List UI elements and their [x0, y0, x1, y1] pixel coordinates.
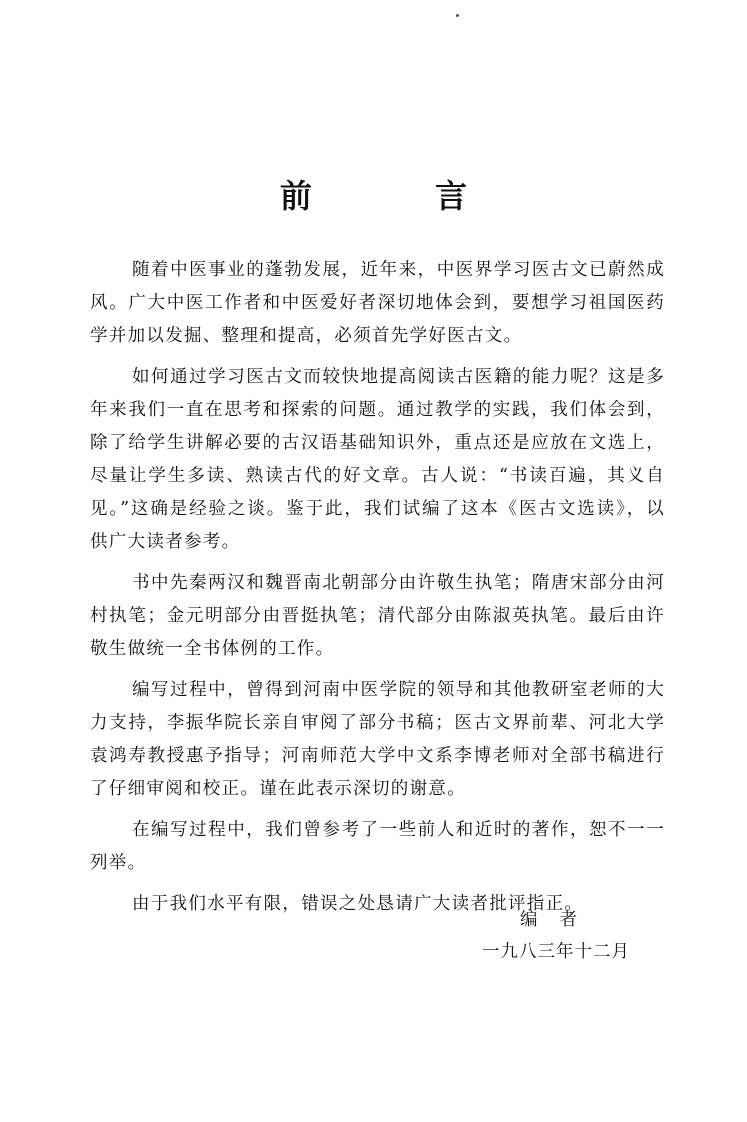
paragraph-3: 书中先秦两汉和魏晋南北朝部分由许敬生执笔；隋唐宋部分由河村执笔；金元明部分由晋挺执笔；清代部分由陈淑英执笔。最后由许敬生做统一全书体例的工作。	[90, 573, 665, 659]
signature-date: 一九八三年十二月	[482, 942, 630, 962]
page-title: 前 言	[279, 177, 524, 215]
paragraph-2: 如何通过学习医古文而较快地提高阅读古医籍的能力呢？这是多年来我们一直在思考和探索的问题。通过教学的实践，我们体会到，除了给学生讲解必要的古汉语基础知识外，重点还是应放在文选上，尽量让学生多读、熟读古代的好文章。古人说：“书读百遍，其义自见。”这确是经验之谈。鉴于此，我们试编了这本《医古文选读》，以供广大读者参考。	[90, 367, 665, 552]
paragraph-1: 随着中医事业的蓬勃发展，近年来，中医界学习医古文已蔚然成风。广大中医工作者和中医爱好者深切地体会到，要想学习祖国医药学并加以发掘、整理和提高，必须首先学好医古文。	[90, 260, 665, 346]
paragraph-4: 编写过程中，曾得到河南中医学院的领导和其他教研室老师的大力支持，李振华院长亲自审阅了部分书稿；医古文界前辈、河北大学袁鸿寿教授惠予指导；河南师范大学中文系李博老师对全部书稿进行了仔细审阅和校正。谨在此表示深切的谢意。	[90, 680, 665, 799]
signature-author: 编者	[520, 910, 599, 930]
paragraph-5: 在编写过程中，我们曾参考了一些前人和近时的著作，恕不一一列举。	[90, 820, 665, 873]
signature-block	[440, 904, 650, 968]
preface-body	[90, 254, 665, 929]
paragraph-6: 由于我们水平有限，错误之处恳请广大读者批评指正。	[132, 894, 584, 914]
scan-speck	[456, 14, 459, 17]
